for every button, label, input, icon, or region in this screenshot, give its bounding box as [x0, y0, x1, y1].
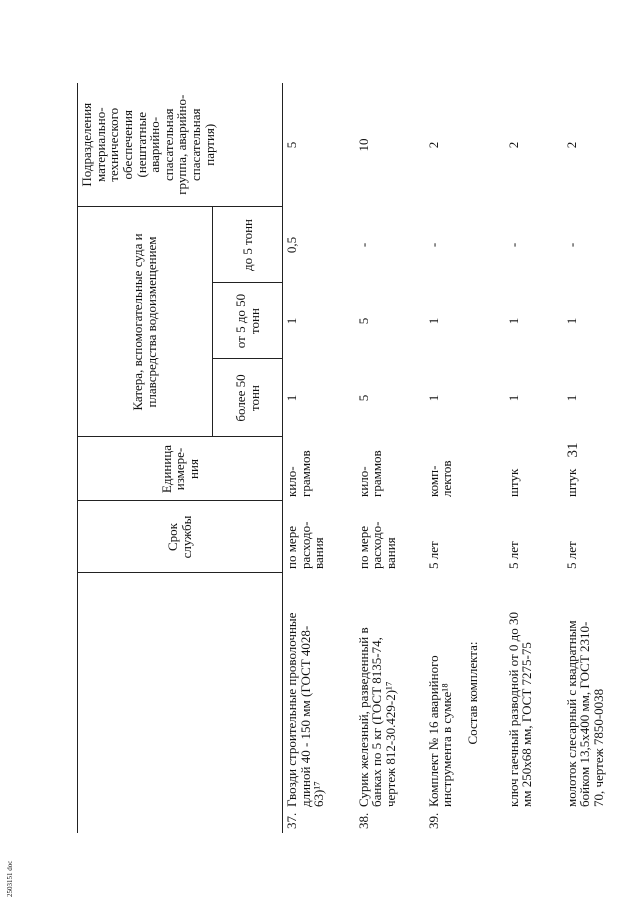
unit: штук: [505, 468, 521, 497]
header-up-to-5-tons: до 5 тонн: [213, 207, 283, 283]
qty-up-to-5: 0,5: [284, 236, 299, 254]
qty-up-to-5: -: [563, 242, 579, 248]
header-boats-group: Катера, вспомогательные суда и плавсредства водоизмещением: [78, 207, 213, 437]
qty-logistics: 10: [355, 138, 371, 152]
qty-logistics: 2: [505, 141, 521, 149]
composition-label: Состав комплекта:: [464, 641, 480, 745]
table-header: [78, 83, 283, 833]
table-row: [425, 83, 505, 833]
header-over-50-tons: более 50 тонн: [213, 359, 283, 437]
qty-over-50: 1: [284, 394, 299, 402]
service-life: 5 лет: [425, 541, 441, 569]
equipment-table: [77, 83, 633, 833]
table-row: [283, 83, 355, 833]
service-life: по мере расходо-вания: [355, 521, 398, 569]
item-name: Комплект № 16 аварийного инструмента в сумке¹⁸: [425, 655, 455, 807]
qty-logistics: 5: [284, 141, 299, 149]
item-name: ключ гаечный разводной от 0 до 30 мм 250х68 мм, ГОСТ 7275-75: [505, 611, 535, 807]
service-life: по мере расходо-вания: [284, 521, 327, 569]
unit: кило-граммов: [355, 450, 385, 497]
header-service-life: Срок службы: [78, 501, 283, 573]
unit: комп-лектов: [425, 460, 455, 497]
qty-over-50: 1: [563, 394, 579, 402]
row-number: 37.: [284, 812, 299, 829]
qty-5-to-50: 1: [505, 317, 521, 325]
footer-file-id: 2503151 doc: [6, 860, 14, 897]
row-number: 38.: [355, 812, 371, 829]
unit: штук: [563, 468, 579, 497]
header-name: [78, 573, 283, 833]
item-name: молоток слесарный с квадратным бойком 13,5х400 мм, ГОСТ 2310-70, чертеж 7850-0038: [563, 620, 606, 807]
header-unit: Единица измере-ния: [78, 437, 283, 501]
qty-over-50: 1: [425, 394, 441, 402]
qty-up-to-5: -: [425, 242, 441, 248]
qty-logistics: 2: [563, 141, 579, 149]
qty-up-to-5: -: [355, 242, 371, 248]
qty-over-50: 1: [505, 394, 521, 402]
page-number: 31: [565, 442, 581, 458]
qty-over-50: 5: [355, 394, 371, 402]
qty-5-to-50: 1: [425, 317, 441, 325]
table-body: [283, 83, 633, 833]
unit: кило-граммов: [284, 450, 313, 497]
qty-5-to-50: 1: [563, 317, 579, 325]
qty-5-to-50: 5: [355, 317, 371, 325]
header-logistics: Подразделения материально-технического обеспечения (нештатные аварийно-спасательная группа, аварийно-спасательная партия): [78, 83, 283, 207]
table-row: [563, 83, 633, 833]
item-name: Гвозди строительные проволочные длиной 40 - 150 мм (ГОСТ 4028-63)¹⁷: [284, 612, 327, 807]
qty-up-to-5: -: [505, 242, 521, 248]
qty-logistics: 2: [425, 141, 441, 149]
row-number: 39.: [425, 812, 441, 829]
service-life: 5 лет: [563, 541, 579, 569]
table-row: [355, 83, 425, 833]
table-row: [505, 83, 563, 833]
qty-5-to-50: 1: [284, 317, 299, 325]
item-name: Сурик железный, разведенный в банках по 5 кг (ГОСТ 8135-74, чертеж 812-30.429-2)¹⁷: [355, 627, 398, 807]
header-5-to-50-tons: от 5 до 50 тонн: [213, 283, 283, 359]
service-life: 5 лет: [505, 541, 521, 569]
